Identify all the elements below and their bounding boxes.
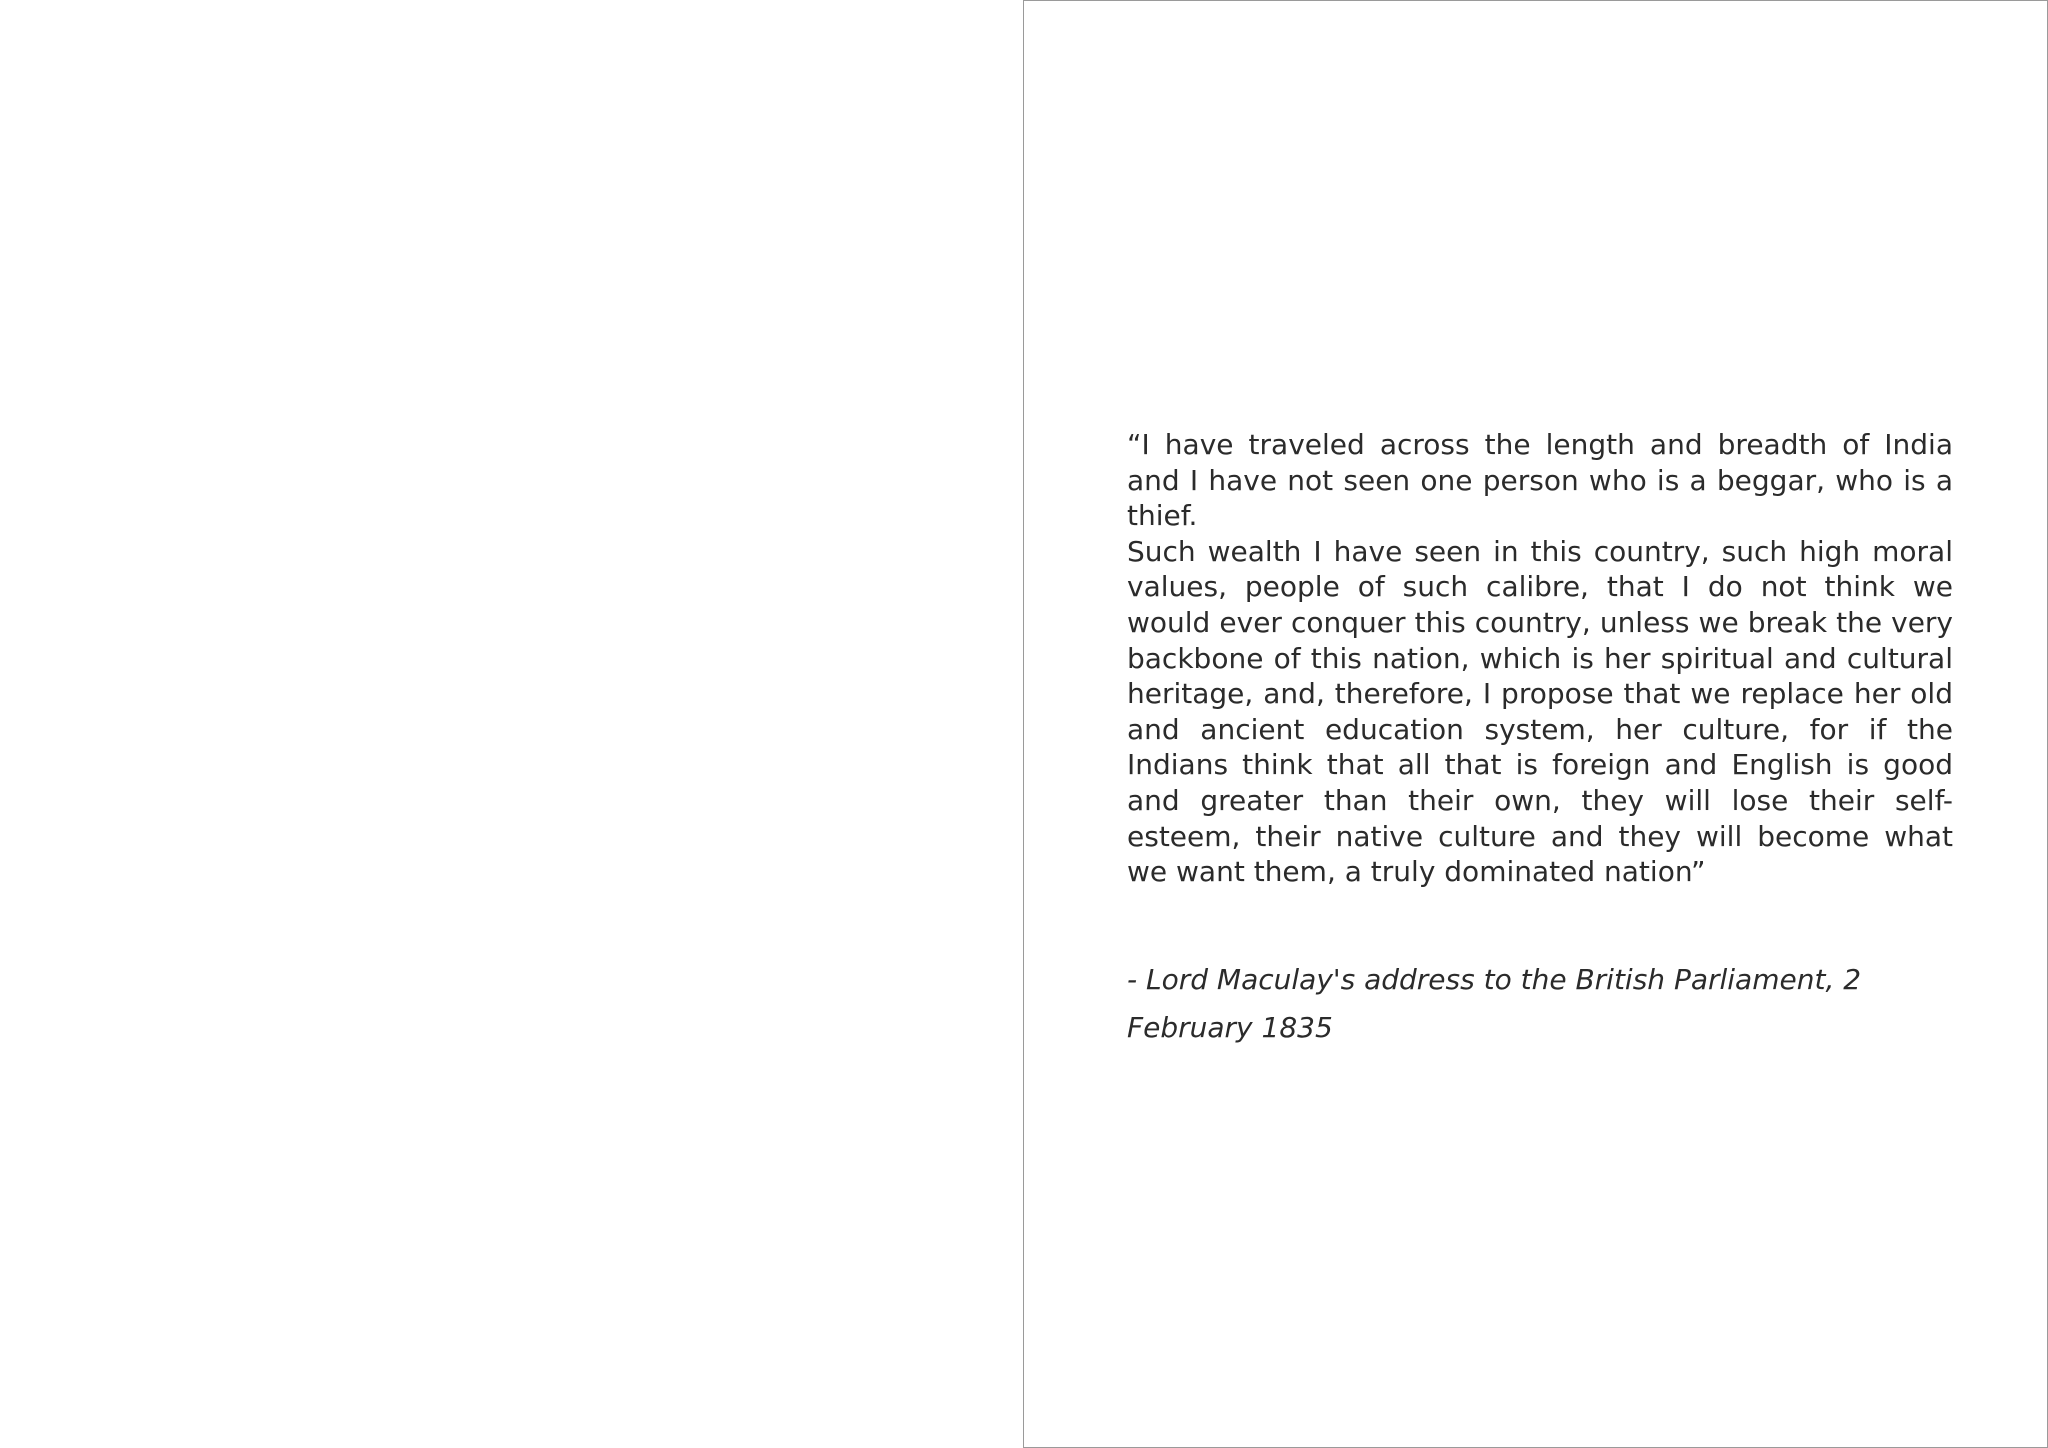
quote-paragraph-2: Such wealth I have seen in this country, such high moral values, people of such calibre, that I do not think we would ever conquer this country, unless we break the very backbone of this nation, which is her spiritual and cultural heritage, and, therefore, I propose that we replace her old and ancient education system, her culture, for if the Indians think that all that is foreign and English is good and greater than their own, they will lose their self-esteem, their native culture and they will become what we want them, a truly dominated nation” <box>1127 534 1953 889</box>
quote-block <box>1127 427 1953 890</box>
quote-paragraph-1: “I have traveled across the length and breadth of India and I have not seen one person who is a beggar, who is a thief. <box>1127 428 1953 533</box>
right-page <box>1023 0 2048 1448</box>
blank-left-page <box>0 0 1023 1448</box>
quote-attribution: - Lord Maculay's address to the British Parliament, 2 February 1835 <box>1127 963 1862 1044</box>
